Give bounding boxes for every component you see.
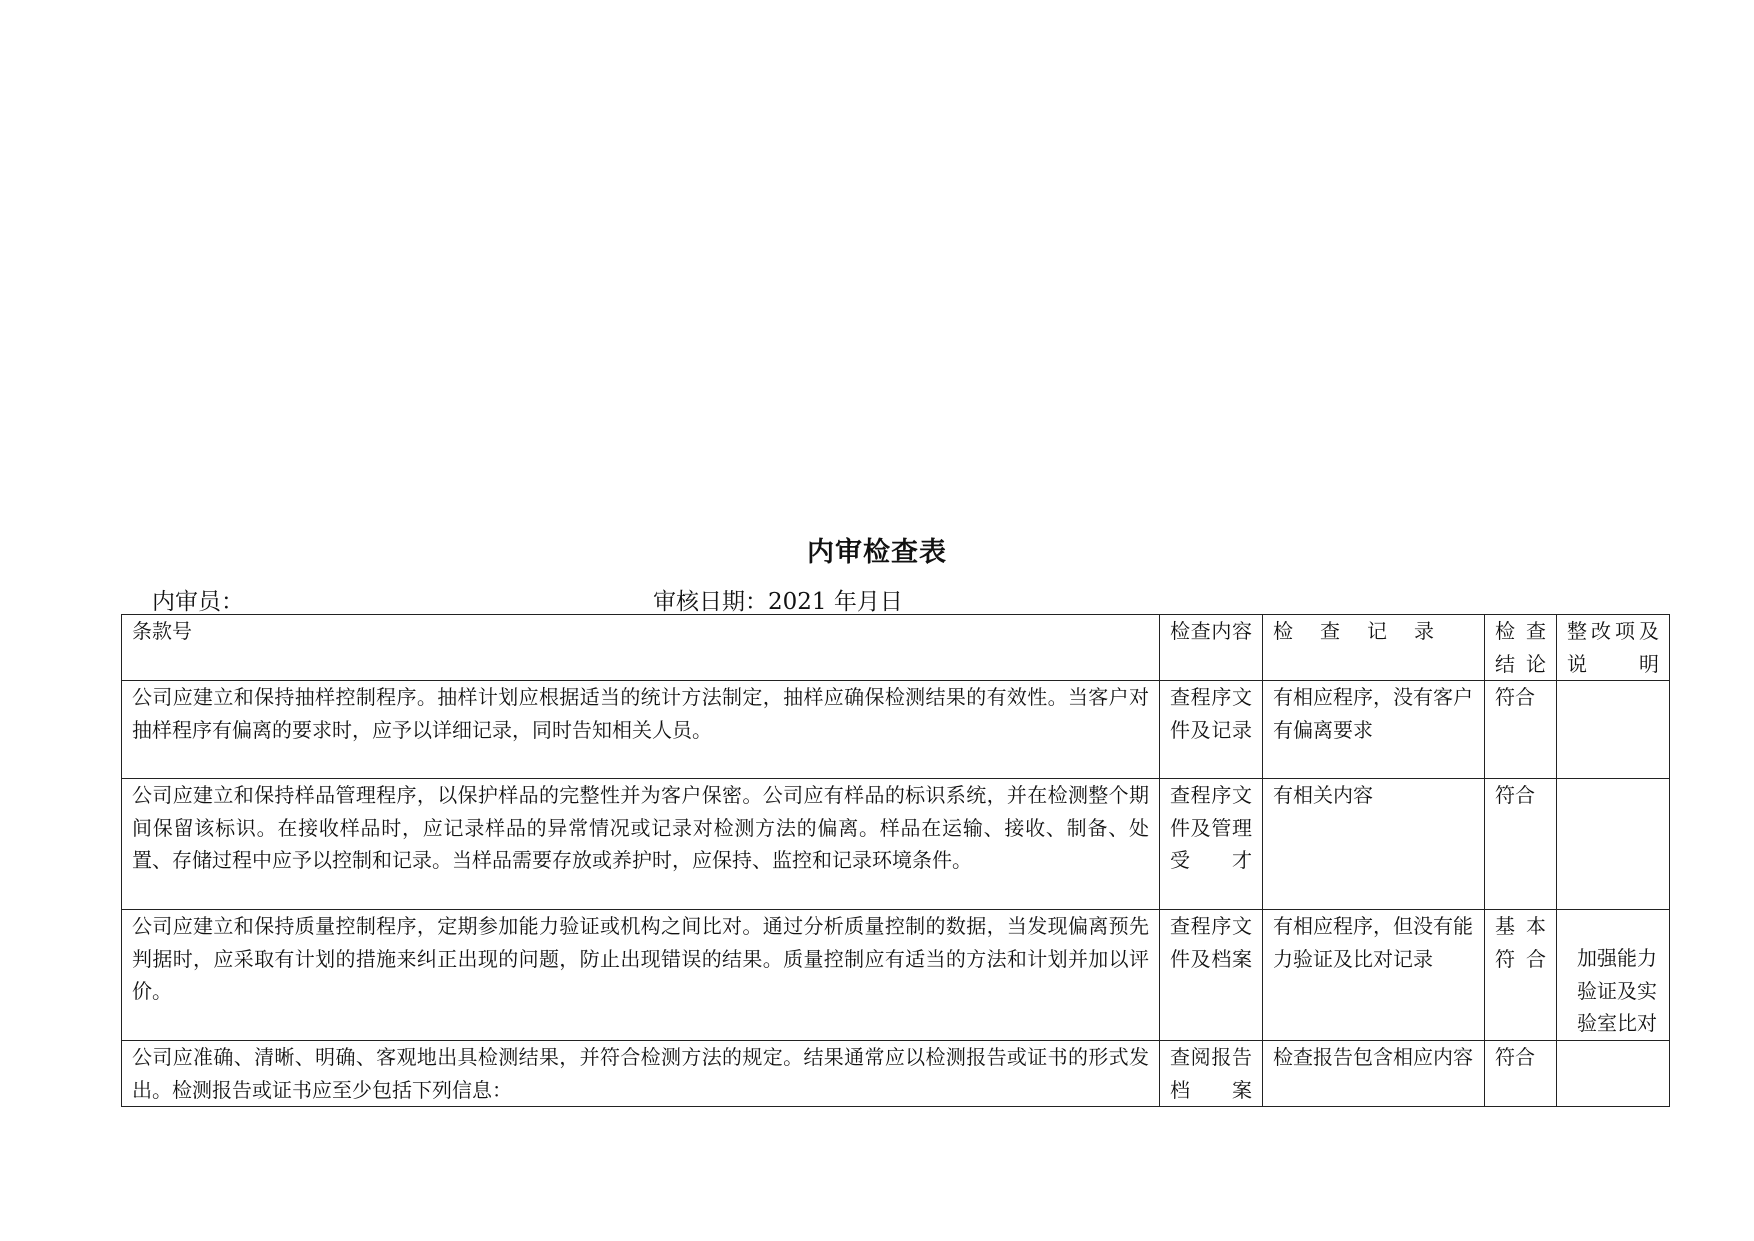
table-row [122,910,1670,1041]
row-conclusion: 符合 [1485,779,1557,910]
header-conclusion: 检查结论 [1485,615,1557,681]
header-record [1263,615,1485,681]
row-rectification-cell [1557,910,1670,1041]
table-row [122,779,1670,910]
header-rectification: 整改项及说明 [1557,615,1670,681]
document-title: 内审检查表 [807,537,947,568]
row-clause: 公司应准确、清晰、明确、客观地出具检测结果，并符合检测方法的规定。结果通常应以检测报告或证书的形式发出。检测报告或证书应至少包括下列信息： [122,1041,1160,1107]
table-row [122,1041,1670,1107]
row-rectification [1557,1041,1670,1107]
audit-date: 审核日期：2021 年月日 [653,589,903,615]
row-record: 有相应程序，但没有能力验证及比对记录 [1263,910,1485,1041]
row-rectification [1557,681,1670,779]
header-record-char: 检 [1273,619,1293,643]
table-row [122,681,1670,779]
row-clause: 公司应建立和保持抽样控制程序。抽样计划应根据适当的统计方法制定，抽样应确保检测结果的有效性。当客户对抽样程序有偏离的要求时，应予以详细记录，同时告知相关人员。 [122,681,1160,779]
header-clause: 条款号 [122,615,1160,681]
header-record-char: 查 [1320,619,1340,643]
row-record: 有相应程序，没有客户有偏离要求 [1263,681,1485,779]
row-conclusion: 符合 [1485,681,1557,779]
row-clause: 公司应建立和保持样品管理程序，以保护样品的完整性并为客户保密。公司应有样品的标识系统，并在检测整个期间保留该标识。在接收样品时，应记录样品的异常情况或记录对检测方法的偏离。样品在运输、接收、制备、处置、存储过程中应予以控制和记录。当样品需要存放或养护时，应保持、监控和记录环境条件。 [122,779,1160,910]
row-content: 查程序文件及档案 [1160,910,1263,1041]
row-record: 检查报告包含相应内容 [1263,1041,1485,1107]
row-content: 查程序文件及记录 [1160,681,1263,779]
header-record-char: 录 [1414,619,1434,643]
row-conclusion: 基本符合 [1485,910,1557,1041]
row-conclusion: 符合 [1485,1041,1557,1107]
row-clause: 公司应建立和保持质量控制程序，定期参加能力验证或机构之间比对。通过分析质量控制的数据，当发现偏离预先判据时，应采取有计划的措施来纠正出现的问题，防止出现错误的结果。质量控制应有适当的方法和计划并加以评价。 [122,910,1160,1041]
audit-checklist-table [121,614,1670,1107]
row-content: 查阅报告档案 [1160,1041,1263,1107]
row-rectification [1557,779,1670,910]
row-content: 查程序文件及管理受才 [1160,779,1263,910]
auditor-label: 内审员： [152,589,244,615]
row-record: 有相关内容 [1263,779,1485,910]
header-record-char: 记 [1367,619,1387,643]
table-header-row [122,615,1670,681]
row-rectification: 加强能力验证及实验室比对 [1577,946,1657,1035]
header-content: 检查内容 [1160,615,1263,681]
